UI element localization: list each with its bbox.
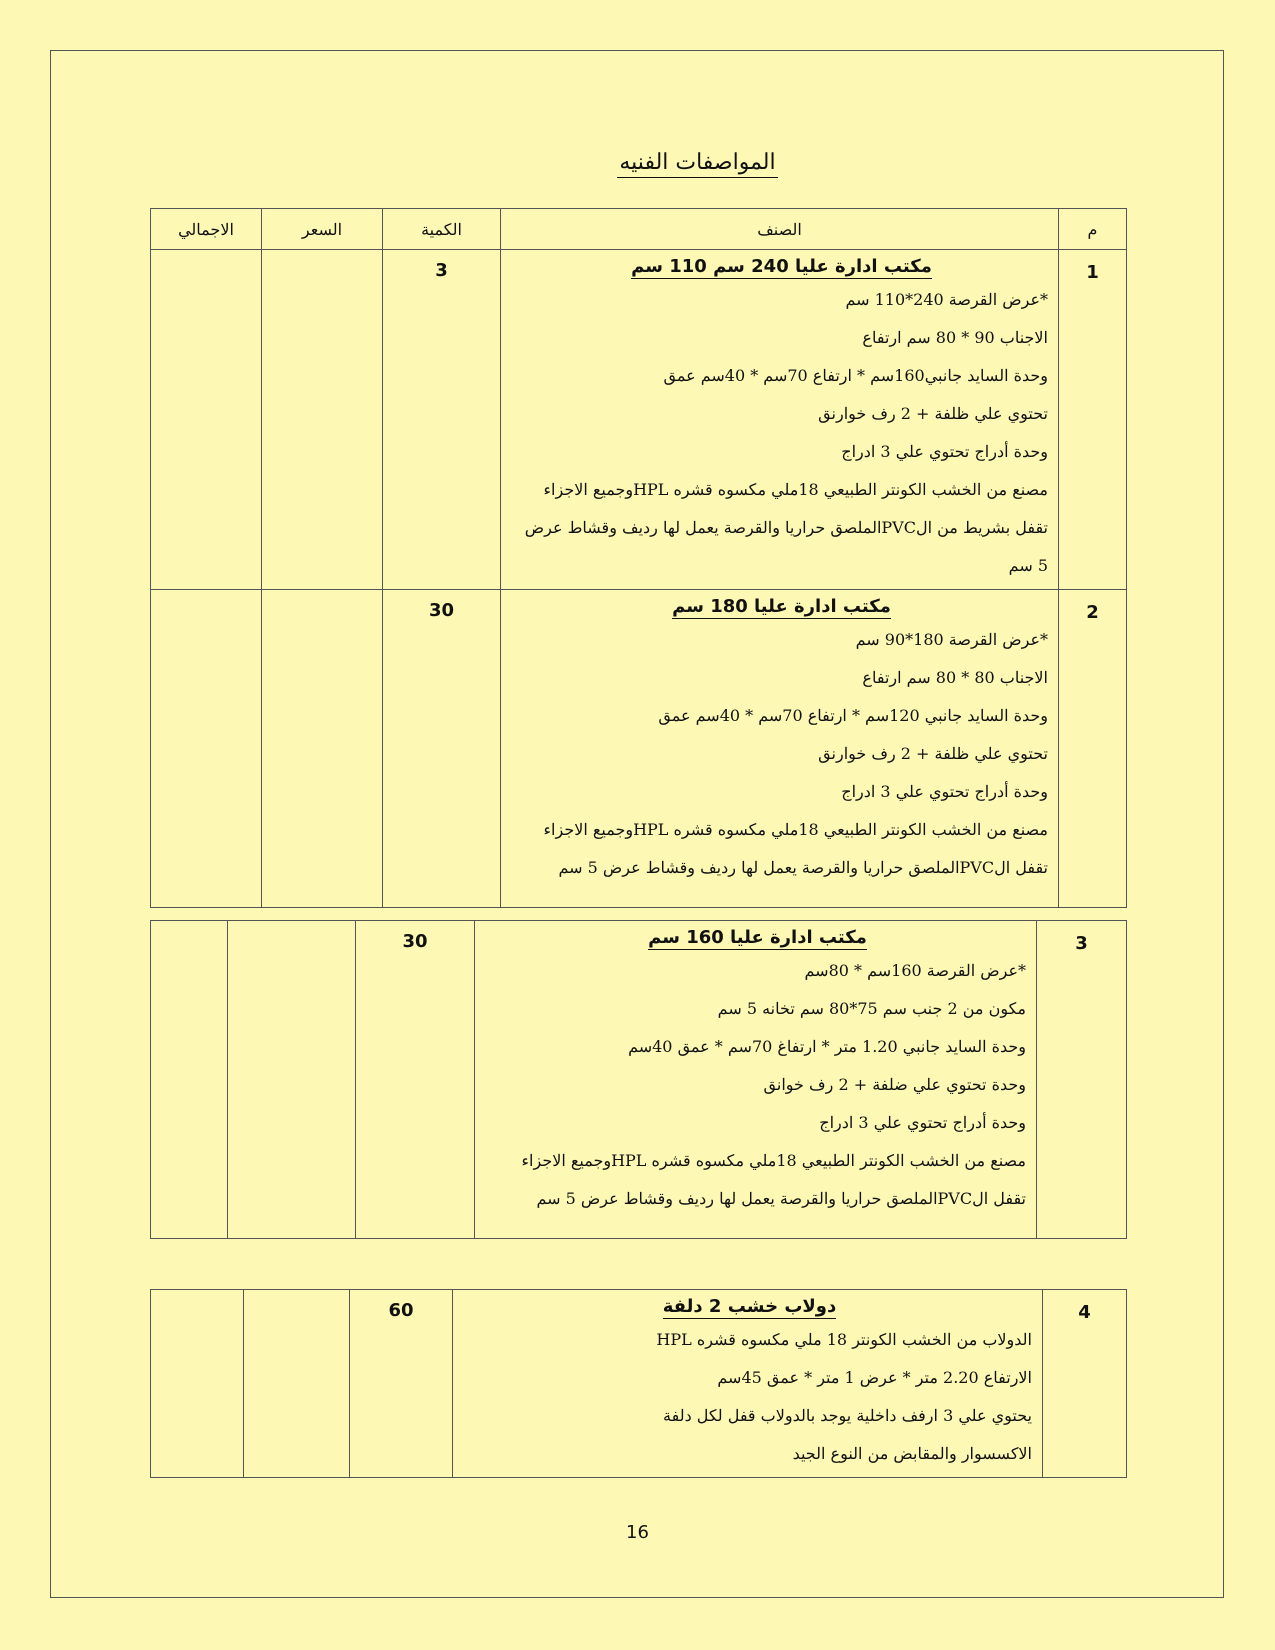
spec-line: وحدة السايد جانبي 120سم * ارتفاع 70سم * 40سم عمق xyxy=(658,706,1048,725)
item-number: 3 xyxy=(1037,921,1127,1239)
spec-line: 5 سم xyxy=(1008,556,1048,575)
item-price xyxy=(228,921,356,1239)
table-row xyxy=(151,590,1127,908)
page-title: المواصفات الفنيه xyxy=(0,150,1275,178)
item-quantity: 30 xyxy=(356,921,475,1239)
spec-line: وحدة أدراج تحتوي علي 3 ادراج xyxy=(841,782,1048,801)
spec-line: مكون من 2 جنب سم 75*80 سم تخانه 5 سم xyxy=(717,999,1026,1018)
item-quantity: 60 xyxy=(350,1290,453,1478)
item-number: 1 xyxy=(1059,250,1127,590)
item-price xyxy=(262,250,383,590)
spec-line: الارتفاع 2.20 متر * عرض 1 متر * عمق 45سم xyxy=(717,1368,1032,1387)
item-price xyxy=(244,1290,350,1478)
header-price: السعر xyxy=(262,209,383,250)
item-quantity: 3 xyxy=(383,250,501,590)
spec-line: مصنع من الخشب الكونتر الطبيعي 18ملي مكسوه قشره HPLوجميع الاجزاء xyxy=(543,480,1048,499)
spec-table-2 xyxy=(150,920,1127,1239)
item-title: مكتب ادارة عليا 180 سم xyxy=(672,596,891,617)
item-description xyxy=(453,1290,1043,1478)
spec-line: تقفل الPVCالملصق حراريا والقرصة يعمل لها رديف وقشاط عرض 5 سم xyxy=(536,1189,1026,1208)
table-header-row xyxy=(151,209,1127,250)
spec-line: تقفل بشريط من الPVCالملصق حراريا والقرصة يعمل لها رديف وقشاط عرض xyxy=(524,518,1048,537)
spec-line: يحتوي علي 3 ارفف داخلية يوجد بالدولاب قفل لكل دلفة xyxy=(663,1406,1032,1425)
spec-line: مصنع من الخشب الكونتر الطبيعي 18ملي مكسوه قشره HPLوجميع الاجزاء xyxy=(543,820,1048,839)
spec-table-3 xyxy=(150,1289,1127,1478)
item-description xyxy=(501,590,1059,908)
table-row xyxy=(151,921,1127,1239)
header-total: الاجمالي xyxy=(151,209,262,250)
spec-line: وحدة السايد جانبي 1.20 متر * ارتفاغ 70سم * عمق 40سم xyxy=(628,1037,1026,1056)
spec-line: الاجناب 80 * 80 سم ارتفاع xyxy=(862,668,1048,687)
spec-line: الاجناب 90 * 80 سم ارتفاع xyxy=(862,328,1048,347)
spec-line: مصنع من الخشب الكونتر الطبيعي 18ملي مكسوه قشره HPLوجميع الاجزاء xyxy=(521,1151,1026,1170)
item-description xyxy=(475,921,1037,1239)
spec-table-1 xyxy=(150,208,1127,908)
spec-line: تحتوي علي ظلفة + 2 رف خوارنق xyxy=(818,744,1048,763)
spec-line: *عرض القرصة 240*110 سم xyxy=(845,290,1048,309)
item-title: مكتب ادارة عليا 160 سم xyxy=(648,927,867,948)
spec-line: وحدة تحتوي علي ضلفة + 2 رف خوانق xyxy=(763,1075,1026,1094)
spec-line: تقفل الPVCالملصق حراريا والقرصة يعمل لها رديف وقشاط عرض 5 سم xyxy=(558,858,1048,877)
item-total xyxy=(151,921,228,1239)
item-total xyxy=(151,1290,244,1478)
spec-line: *عرض القرصة 180*90 سم xyxy=(855,630,1048,649)
item-title: دولاب خشب 2 دلفة xyxy=(662,1296,837,1317)
item-total xyxy=(151,250,262,590)
header-num: م xyxy=(1059,209,1127,250)
table-row xyxy=(151,250,1127,590)
item-number: 2 xyxy=(1059,590,1127,908)
page-number: 16 xyxy=(626,1522,649,1543)
spec-line: الدولاب من الخشب الكونتر 18 ملي مكسوه قشره HPL xyxy=(656,1330,1032,1349)
header-item: الصنف xyxy=(501,209,1059,250)
table-row xyxy=(151,1290,1127,1478)
spec-line: وحدة أدراج تحتوي علي 3 ادراج xyxy=(819,1113,1026,1132)
spec-line: وحدة السايد جانبي160سم * ارتفاع 70سم * 40سم عمق xyxy=(663,366,1048,385)
spec-line: وحدة أدراج تحتوي علي 3 ادراج xyxy=(841,442,1048,461)
item-total xyxy=(151,590,262,908)
header-qty: الكمية xyxy=(383,209,501,250)
spec-line: الاكسسوار والمقابض من النوع الجيد xyxy=(792,1444,1032,1463)
spec-line: *عرض القرصة 160سم * 80سم xyxy=(804,961,1026,980)
spec-line: تحتوي علي ظلفة + 2 رف خوارنق xyxy=(818,404,1048,423)
item-price xyxy=(262,590,383,908)
item-description xyxy=(501,250,1059,590)
item-number: 4 xyxy=(1043,1290,1127,1478)
item-quantity: 30 xyxy=(383,590,501,908)
item-title: مكتب ادارة عليا 240 سم 110 سم xyxy=(631,256,932,277)
